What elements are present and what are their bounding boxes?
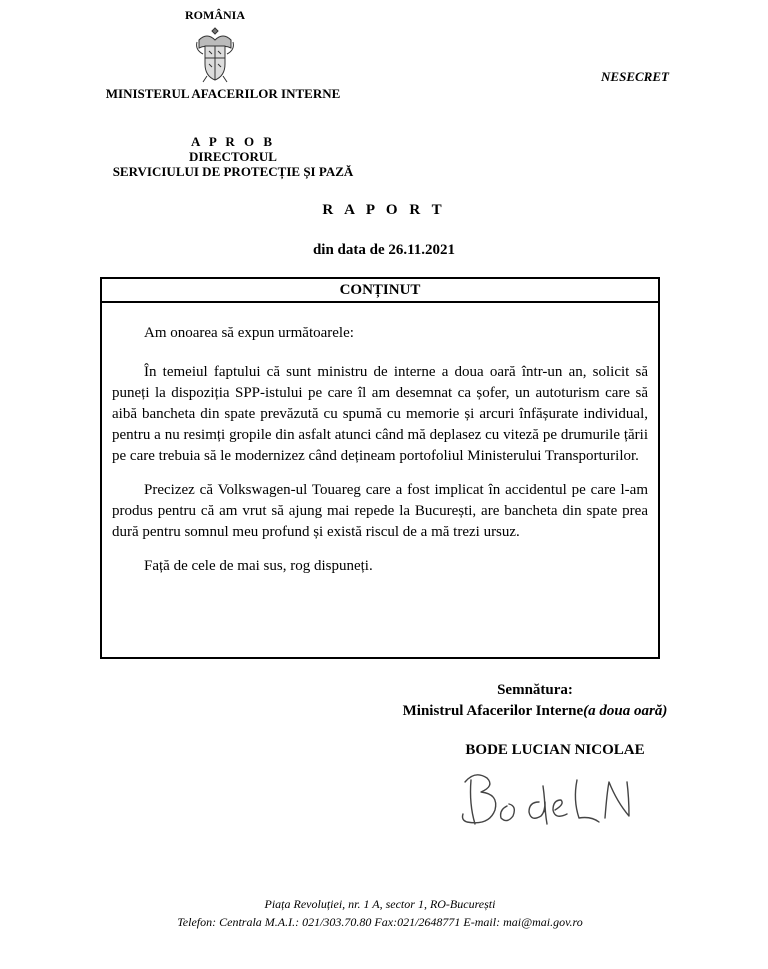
signature-role: Ministrul Afacerilor Interne — [402, 703, 584, 719]
content-heading: CONȚINUT — [102, 279, 658, 303]
signatory-name: BODE LUCIAN NICOLAE — [465, 742, 645, 758]
content-box — [100, 277, 660, 659]
ministry-heading: MINISTERUL AFACERILOR INTERNE — [105, 86, 341, 101]
approval-line: DIRECTORUL — [189, 149, 277, 164]
approval-line: A P R O B — [190, 134, 276, 149]
footer-address: Piața Revoluției, nr. 1 A, sector 1, RO-București — [264, 897, 496, 911]
report-date: din data de 26.11.2021 — [312, 242, 456, 258]
approval-line: SERVICIULUI DE PROTECȚIE ȘI PAZĂ — [112, 164, 354, 179]
classification-label: NESECRET — [601, 69, 669, 84]
report-title: R A P O R T — [322, 202, 446, 218]
approval-block — [78, 134, 388, 179]
country-heading: ROMÂNIA — [185, 8, 245, 22]
content-paragraph: Față de cele de mai sus, rog dispuneți. — [144, 558, 373, 574]
content-paragraph: În temeiul faptului că sunt ministru de interne a doua oară într-un an, solicit să puneți la dispoziția SPP-istului pe care îl am desemnat ca șofer, un autoturism care să aibă bancheta din spate prevăzută cu spumă cu memorie și arcuri înfășurate individual, pentru a nu resimți gropile din asfalt atunci când mă deplasez cu viteză pe drumurile țării pe care trebuia să le modernizez când dețineam portofoliul Ministerului Transporturilor. — [112, 364, 648, 464]
content-paragraph: Am onoarea să expun următoarele: — [144, 325, 354, 341]
signature-role-note: (a doua oară) — [583, 703, 668, 719]
footer-contact: Telefon: Centrala M.A.I.: 021/303.70.80 Fax:021/2648771 E-mail: mai@mai.gov.ro — [177, 915, 583, 929]
signature-label: Semnătura: — [497, 682, 573, 698]
handwritten-signature — [455, 762, 655, 834]
content-paragraph: Precizez că Volkswagen-ul Touareg care a fost implicat în accidentul pe care l-am produs pentru că am vrut să ajung mai repede la București, are bancheta din spate prea dură pentru somnul meu profund și există riscul de a mă trezi ursuz. — [112, 482, 648, 540]
signature-block — [380, 680, 690, 722]
content-body — [102, 303, 658, 577]
signature-role-line — [380, 701, 690, 722]
footer — [100, 895, 660, 931]
coat-of-arms-icon — [193, 24, 237, 84]
